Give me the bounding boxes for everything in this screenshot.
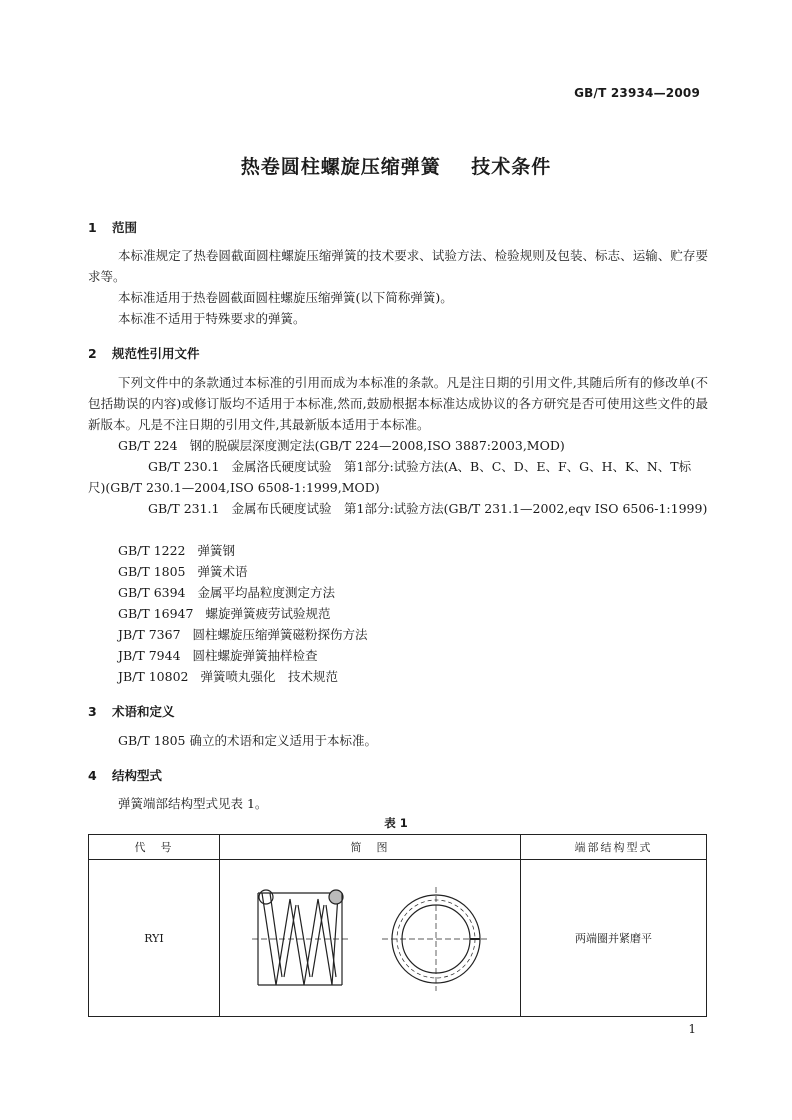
document-title: 热卷圆柱螺旋压缩弹簧 技术条件 — [240, 156, 552, 178]
reference-code: JB/T 7944 — [118, 648, 181, 663]
table-header-row — [89, 835, 707, 860]
section-number: 2 — [88, 346, 97, 361]
reference-name: 螺旋弹簧疲劳试验规范 — [205, 606, 331, 621]
column-header-diagram: 简 图 — [220, 835, 521, 860]
reference-item — [88, 624, 708, 645]
end-form-table — [88, 834, 707, 1017]
paragraph: 本标准不适用于特殊要求的弹簧。 — [118, 311, 306, 326]
reference-code: JB/T 7367 — [118, 627, 181, 642]
section-number: 1 — [88, 220, 97, 235]
page-number: 1 — [688, 1022, 696, 1036]
reference-item — [88, 645, 708, 666]
reference-code: GB/T 16947 — [118, 606, 194, 621]
reference-name: 金属洛氏硬度试验 第1部分:试验方法(A、B、C、D、E、F、G、H、K、N、T标尺)(GB/T 230.1—2004,ISO 6508-1:1999,MOD) — [88, 459, 692, 495]
reference-item — [88, 498, 708, 519]
reference-item — [88, 540, 708, 561]
spring-diagram — [240, 877, 500, 997]
reference-item — [88, 666, 708, 687]
reference-item — [88, 561, 708, 582]
reference-code: GB/T 1222 — [118, 543, 186, 558]
reference-code: GB/T 6394 — [118, 585, 186, 600]
section-number: 3 — [88, 704, 97, 719]
reference-item — [88, 456, 708, 498]
section-title: 术语和定义 — [112, 704, 175, 719]
paragraph: 本标准适用于热卷圆截面圆柱螺旋压缩弹簧(以下简称弹簧)。 — [118, 290, 453, 305]
reference-code: GB/T 230.1 — [148, 459, 220, 474]
section-2-heading — [88, 344, 200, 362]
reference-name: 弹簧钢 — [197, 543, 236, 558]
table-caption: 表 1 — [384, 816, 408, 830]
reference-item — [88, 603, 708, 624]
reference-name: 弹簧术语 — [197, 564, 248, 579]
reference-name: 金属布氏硬度试验 第1部分:试验方法(GB/T 231.1—2002,eqv ISO 6506-1:1999) — [231, 501, 708, 516]
paragraph: 本标准规定了热卷圆截面圆柱螺旋压缩弹簧的技术要求、试验方法、检验规则及包装、标志、运输、贮存要求等。 — [88, 248, 708, 284]
end-form-cell: 两端圈并紧磨平 — [521, 860, 707, 1017]
section-number: 4 — [88, 768, 97, 783]
reference-item — [88, 582, 708, 603]
spring-side-view — [252, 890, 350, 985]
reference-item — [88, 435, 708, 456]
reference-code: GB/T 224 — [118, 438, 178, 453]
table-row — [89, 860, 707, 1017]
paragraph: GB/T 1805 确立的术语和定义适用于本标准。 — [118, 733, 377, 748]
diagram-cell — [220, 860, 521, 1017]
reference-code: GB/T 1805 — [118, 564, 186, 579]
column-header-end-form: 端部结构型式 — [521, 835, 707, 860]
paragraph: 弹簧端部结构型式见表 1。 — [118, 796, 268, 811]
reference-name: 圆柱螺旋弹簧抽样检查 — [192, 648, 318, 663]
reference-code: GB/T 231.1 — [148, 501, 220, 516]
section-title: 规范性引用文件 — [112, 346, 200, 361]
paragraph: 下列文件中的条款通过本标准的引用而成为本标准的条款。凡是注日期的引用文件,其随后所有的修改单(不包括勘误的内容)或修订版均不适用于本标准,然而,鼓励根据本标准达成协议的各方研究是否可使用这些文件的最新版本。凡是不注日期的引用文件,其最新版本适用于本标准。 — [88, 375, 708, 432]
section-4-heading — [88, 766, 162, 784]
section-3-heading — [88, 702, 175, 720]
section-title: 结构型式 — [112, 768, 163, 783]
reference-name: 弹簧喷丸强化 技术规范 — [200, 669, 338, 684]
spring-end-view — [382, 887, 490, 991]
spring-code-cell: RYⅠ — [89, 860, 220, 1017]
reference-code: JB/T 10802 — [118, 669, 189, 684]
section-1-heading — [88, 218, 137, 236]
column-header-code: 代 号 — [89, 835, 220, 860]
reference-name: 圆柱螺旋压缩弹簧磁粉探伤方法 — [192, 627, 368, 642]
reference-name: 金属平均晶粒度测定方法 — [197, 585, 336, 600]
standard-number: GB/T 23934—2009 — [574, 86, 700, 100]
section-title: 范围 — [112, 220, 138, 235]
reference-name: 钢的脱碳层深度测定法(GB/T 224—2008,ISO 3887:2003,MOD) — [189, 438, 565, 453]
